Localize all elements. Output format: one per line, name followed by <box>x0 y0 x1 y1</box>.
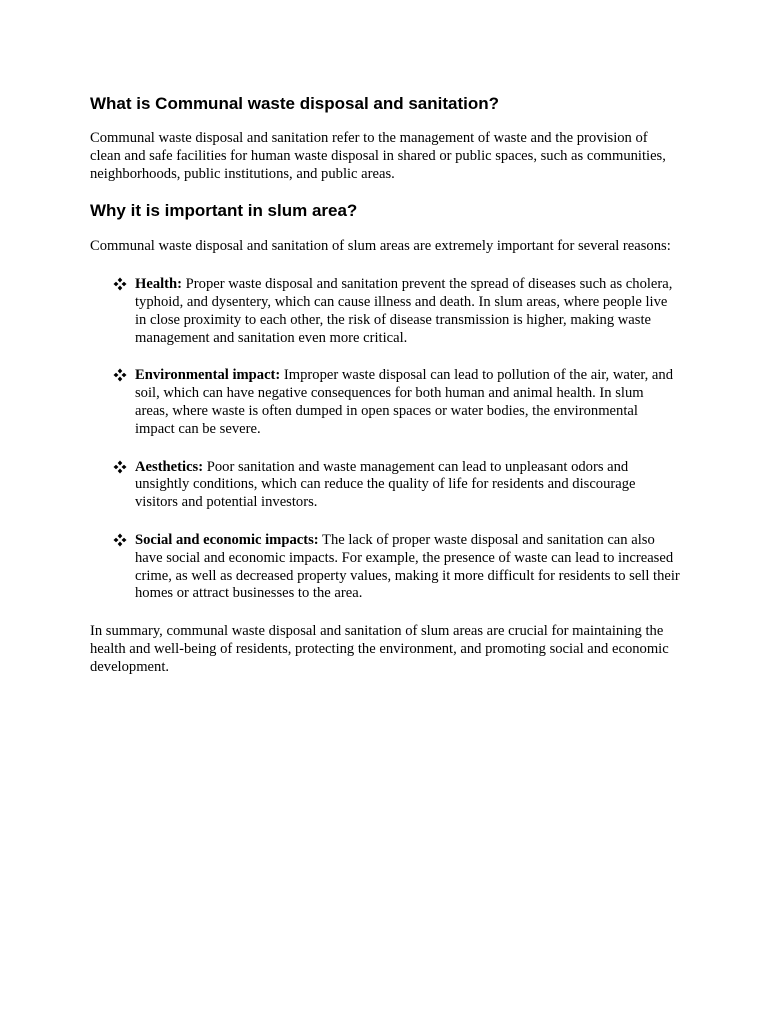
reasons-list <box>90 276 680 603</box>
list-item-aesthetics <box>90 459 680 512</box>
list-item-social-economic <box>90 532 680 603</box>
list-item-health <box>90 276 680 347</box>
heading-why-important: Why it is important in slum area? <box>90 201 358 221</box>
bullet-term: Health: <box>135 276 183 293</box>
summary-paragraph: In summary, communal waste disposal and sanitation of slum areas are crucial for maintaining the health and well-being of residents, protecting the environment, and promoting social and economic development. <box>90 623 669 675</box>
definition-paragraph: Communal waste disposal and sanitation refer to the management of waste and the provision of clean and safe facilities for human waste disposal in shared or public spaces, such as communities, neighborhoods, public institutions, and public areas. <box>90 130 666 182</box>
diamond-four-icon <box>113 533 127 547</box>
bullet-text: The lack of proper waste disposal and sanitation can also have social and economic impacts. For example, the presence of waste can lead to increased crime, as well as decreased property values, making it more difficult for residents to sell their homes or attract businesses to the area. <box>135 531 680 602</box>
bullet-text: Poor sanitation and waste management can lead to unpleasant odors and unsightly conditions, which can reduce the quality of life for residents and discourage visitors and potential investors. <box>135 458 636 511</box>
list-item-environmental <box>90 367 680 438</box>
diamond-four-icon <box>113 368 127 382</box>
bullet-text: Improper waste disposal can lead to pollution of the air, water, and soil, which can have negative consequences for both human and animal health. In slum areas, where waste is often dumped in open spaces or water bodies, the environmental impact can be severe. <box>135 367 674 437</box>
bullet-term: Social and economic impacts: <box>135 531 319 548</box>
reasons-intro-paragraph: Communal waste disposal and sanitation of slum areas are extremely important for several reasons: <box>90 238 671 255</box>
document-page <box>90 93 680 677</box>
diamond-four-icon <box>113 460 127 474</box>
bullet-text: Proper waste disposal and sanitation prevent the spread of diseases such as cholera, typhoid, and dysentery, which can cause illness and death. In slum areas, where people live in close proximity to each other, the risk of disease transmission is higher, making waste management and sanitation even more critical. <box>135 276 673 346</box>
bullet-term: Aesthetics: <box>135 458 204 475</box>
diamond-four-icon <box>113 277 127 291</box>
heading-what-is: What is Communal waste disposal and sanitation? <box>90 94 500 113</box>
bullet-term: Environmental impact: <box>135 367 281 384</box>
